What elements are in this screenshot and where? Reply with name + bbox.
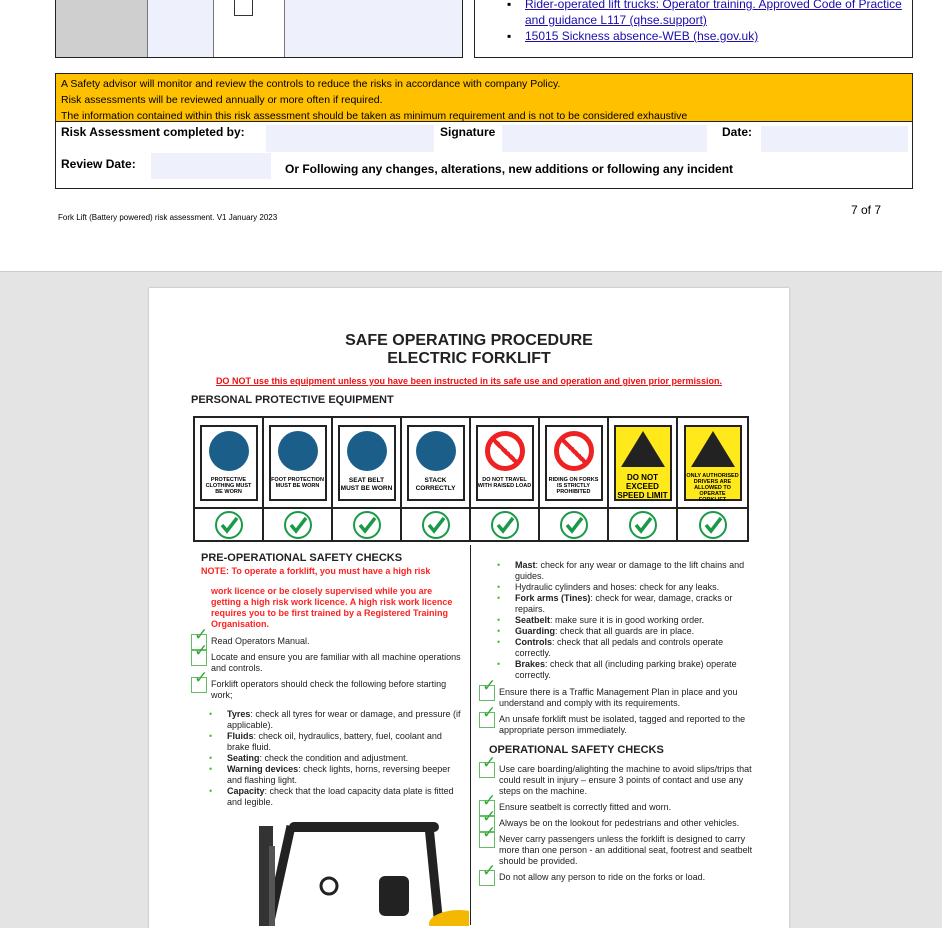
checklist-text: Never carry passengers unless the forklift is designed to carry more than one person - an additional seat, footrest and seatbelt should be provided.: [499, 834, 753, 866]
sign-symbol: [554, 431, 594, 471]
ppe-signs-table: [193, 416, 749, 542]
sign-symbol: [691, 431, 735, 467]
checkmark-icon: [479, 832, 495, 848]
bullet-term: Fluids: [227, 731, 254, 741]
checkmark-icon: [191, 650, 207, 666]
sign-symbol: [485, 431, 525, 471]
bullet-text: : check that the load capacity data plate is fitted and legible.: [227, 786, 454, 807]
bullet-term: Controls: [515, 637, 552, 647]
ppe-sign: [264, 418, 333, 507]
bullet-term: Seating: [227, 753, 260, 763]
bullet-term: Brakes: [515, 659, 546, 669]
checkmark-icon: [479, 762, 495, 778]
sign-symbol: [278, 431, 318, 471]
bullet-icon: •: [209, 709, 213, 719]
sign-text: RIDING ON FORKS IS STRICTLY PROHIBITED: [548, 476, 599, 495]
licence-note-continued: work licence or be closely supervised while you are getting a high risk work licence. A high risk work licence requires you to be first trained by a Registered Training Organisation.: [211, 586, 453, 629]
checkbox[interactable]: [234, 0, 253, 16]
review-date-label: Review Date:: [61, 157, 136, 171]
bullet-item: [201, 709, 461, 731]
ppe-sign: [540, 418, 609, 507]
completed-by-label: Risk Assessment completed by:: [61, 125, 245, 139]
review-note: Or Following any changes, alterations, new additions or following any incident: [285, 162, 734, 176]
bullet-text: : check all tyres for wear or damage, and pressure (if applicable).: [227, 709, 461, 730]
sign-symbol: [347, 431, 387, 471]
signoff-section: [55, 122, 913, 189]
bullet-item: [201, 731, 461, 753]
check-circle-icon: [609, 507, 678, 540]
sop-subtitle: ELECTRIC FORKLIFT: [387, 350, 551, 367]
checklist-item: [201, 636, 461, 647]
review-date-field[interactable]: [151, 153, 271, 179]
ppe-sign: [195, 418, 264, 507]
completed-by-field[interactable]: [266, 125, 434, 152]
table-fragment: [55, 0, 463, 58]
checklist-text: An unsafe forklift must be isolated, tagged and reported to the appropriate person immediately.: [499, 714, 746, 735]
bullet-icon: ▪: [507, 0, 512, 11]
bullet-item: [489, 626, 759, 637]
bullet-text: : check for any wear or damage to the lift chains and guides.: [515, 560, 745, 581]
bullet-term: Seatbelt: [515, 615, 551, 625]
bullet-term: Warning devices: [227, 764, 299, 774]
checklist-item: [201, 679, 461, 701]
bullet-icon: •: [209, 786, 213, 796]
check-circle-icon: [540, 507, 609, 540]
forklift-warning-icon: [614, 425, 672, 501]
bullet-term: Tyres: [227, 709, 251, 719]
no-riding-forks-icon: [545, 425, 603, 501]
bullet-text: : make sure it is in good working order.: [550, 615, 705, 625]
checklist-item: [489, 834, 759, 867]
table-cell: [214, 0, 285, 57]
sop-title: SAFE OPERATING PROCEDURE: [345, 332, 593, 349]
checklist-text: Ensure there is a Traffic Management Plan in place and you understand and comply with its requirements.: [499, 687, 738, 708]
no-raised-load-icon: [476, 425, 534, 501]
bullet-text: : check that all pedals and controls operate correctly.: [515, 637, 724, 658]
checklist-text: Do not allow any person to ride on the forks or load.: [499, 872, 706, 882]
sign-symbol: [209, 431, 249, 471]
check-circle-icon: [195, 507, 264, 540]
bullet-icon: •: [209, 731, 213, 741]
bullet-icon: •: [497, 593, 501, 603]
checklist-item: [489, 714, 759, 736]
checklist-text: Use care boarding/alighting the machine to avoid slips/trips that could result in injury – ensure 3 points of contact and use any steps on the machine.: [499, 764, 752, 796]
checkmark-icon: [191, 677, 207, 693]
sign-text: STACK CORRECTLY: [415, 476, 456, 492]
sign-text: SEAT BELT MUST BE WORN: [340, 476, 393, 492]
bullet-term: Guarding: [515, 626, 555, 636]
checklist-item: [489, 872, 759, 883]
date-label: Date:: [722, 125, 753, 139]
check-circle-icon: [678, 507, 747, 540]
protective-clothing-icon: [200, 425, 258, 501]
sign-text: DO NOT EXCEED SPEED LIMIT: [617, 472, 668, 500]
seatbelt-icon: [338, 425, 396, 501]
signature-label: Signature: [440, 125, 496, 139]
ppe-sign: [609, 418, 678, 507]
page-7: [0, 0, 942, 272]
bullet-text: : check for wear, damage, cracks or repairs.: [515, 593, 733, 614]
bullet-icon: •: [497, 626, 501, 636]
bullet-text: : check that all guards are in place.: [555, 626, 695, 636]
checklist-text: Read Operators Manual.: [211, 636, 310, 646]
check-circle-icon: [471, 507, 540, 540]
bullet-item: [489, 593, 759, 615]
reference-link[interactable]: Rider-operated lift trucks: Operator training. Approved Code of Practice and guidance L117 (qhse.support): [525, 0, 902, 27]
checklist-item: [489, 802, 759, 813]
permission-warning: DO NOT use this equipment unless you have been instructed in its safe use and operation and given prior permission.: [215, 376, 723, 386]
sign-symbol: [416, 431, 456, 471]
bullet-term: Capacity: [227, 786, 265, 796]
right-column: [489, 560, 759, 888]
checklist-text: Forklift operators should check the following before starting work;: [211, 679, 447, 700]
bullet-item: [489, 582, 759, 593]
bullet-item: [201, 764, 461, 786]
review-notice: [55, 73, 913, 122]
operational-heading: OPERATIONAL SAFETY CHECKS: [489, 744, 664, 756]
checkmark-icon: [479, 685, 495, 701]
forklift-illustration: [229, 816, 469, 926]
date-field[interactable]: [761, 126, 908, 152]
sign-text: PROTECTIVE CLOTHING MUST BE WORN: [205, 476, 252, 495]
bullet-item: [201, 753, 461, 764]
bullet-term: Fork arms (Tines): [515, 593, 591, 603]
notice-line: The information contained within this risk assessment should be taken as minimum requirement and is not to be considered exhaustive: [61, 110, 688, 122]
table-cell[interactable]: [285, 0, 462, 57]
bullet-icon: •: [209, 764, 213, 774]
sign-text: FOOT PROTECTION MUST BE WORN: [271, 476, 324, 489]
checklist-text: Ensure seatbelt is correctly fitted and worn.: [499, 802, 672, 812]
check-circle-icon: [402, 507, 471, 540]
checklist-item: [489, 818, 759, 829]
bullet-item: [489, 659, 759, 681]
bullet-term: Mast: [515, 560, 536, 570]
bullet-item: [489, 560, 759, 582]
references-box: [474, 0, 913, 58]
page-number: 7 of 7: [851, 203, 882, 217]
bullet-icon: •: [497, 560, 501, 570]
bullet-text: : check oil, hydraulics, battery, fuel, coolant and brake fluid.: [227, 731, 442, 752]
page-sop: [149, 288, 789, 928]
bullet-icon: •: [497, 659, 501, 669]
forklift-warning-icon: [684, 425, 742, 501]
notice-line: A Safety advisor will monitor and review the controls to reduce the risks in accordance with company Policy.: [61, 78, 561, 90]
ppe-sign: [333, 418, 402, 507]
ppe-sign: [471, 418, 540, 507]
bullet-icon: •: [209, 753, 213, 763]
check-circle-icon: [333, 507, 402, 540]
checkmark-icon: [479, 712, 495, 728]
checkmark-icon: [479, 870, 495, 886]
bullet-text: : check the condition and adjustment.: [259, 753, 409, 763]
bullet-icon: ▪: [507, 29, 512, 43]
table-cell: [148, 0, 214, 57]
bullet-text: : check lights, horns, reversing beeper and flashing light.: [227, 764, 451, 785]
check-circle-icon: [264, 507, 333, 540]
checklist-text: Locate and ensure you are familiar with all machine operations and controls.: [211, 652, 461, 673]
bullet-text: : check that all (including parking brake) operate correctly.: [515, 659, 737, 680]
checklist-item: [489, 687, 759, 709]
licence-note: NOTE: To operate a forklift, you must have a high risk: [201, 566, 431, 576]
column-divider: [470, 545, 471, 925]
ppe-heading: PERSONAL PROTECTIVE EQUIPMENT: [191, 394, 394, 406]
boot-icon: [269, 425, 327, 501]
bullet-text: Hydraulic cylinders and hoses: check for any leaks.: [515, 582, 720, 592]
notice-line: Risk assessments will be reviewed annually or more often if required.: [61, 94, 383, 106]
ppe-sign: [678, 418, 747, 507]
sign-symbol: [621, 431, 665, 467]
bullet-icon: •: [497, 582, 501, 592]
sign-text: DO NOT TRAVEL WITH RAISED LOAD: [477, 476, 532, 489]
table-cell: [56, 0, 148, 57]
stack-icon: [407, 425, 465, 501]
document-footer: Fork Lift (Battery powered) risk assessment. V1 January 2023: [58, 213, 278, 222]
bullet-icon: •: [497, 615, 501, 625]
bullet-icon: •: [497, 637, 501, 647]
bullet-item: [489, 615, 759, 626]
signature-field[interactable]: [502, 125, 707, 152]
sign-text: ONLY AUTHORISED DRIVERS ARE ALLOWED TO OPERATE FORKLIFT: [686, 472, 739, 503]
pre-operational-heading: PRE-OPERATIONAL SAFETY CHECKS: [201, 552, 403, 564]
bullet-item: [489, 637, 759, 659]
checklist-item: [489, 764, 759, 797]
reference-link[interactable]: 15015 Sickness absence-WEB (hse.gov.uk): [525, 29, 759, 43]
checklist-item: [201, 652, 461, 674]
bullet-item: [201, 786, 461, 808]
ppe-sign: [402, 418, 471, 507]
pre-operational-column: [201, 552, 461, 808]
checklist-text: Always be on the lookout for pedestrians and other vehicles.: [499, 818, 740, 828]
